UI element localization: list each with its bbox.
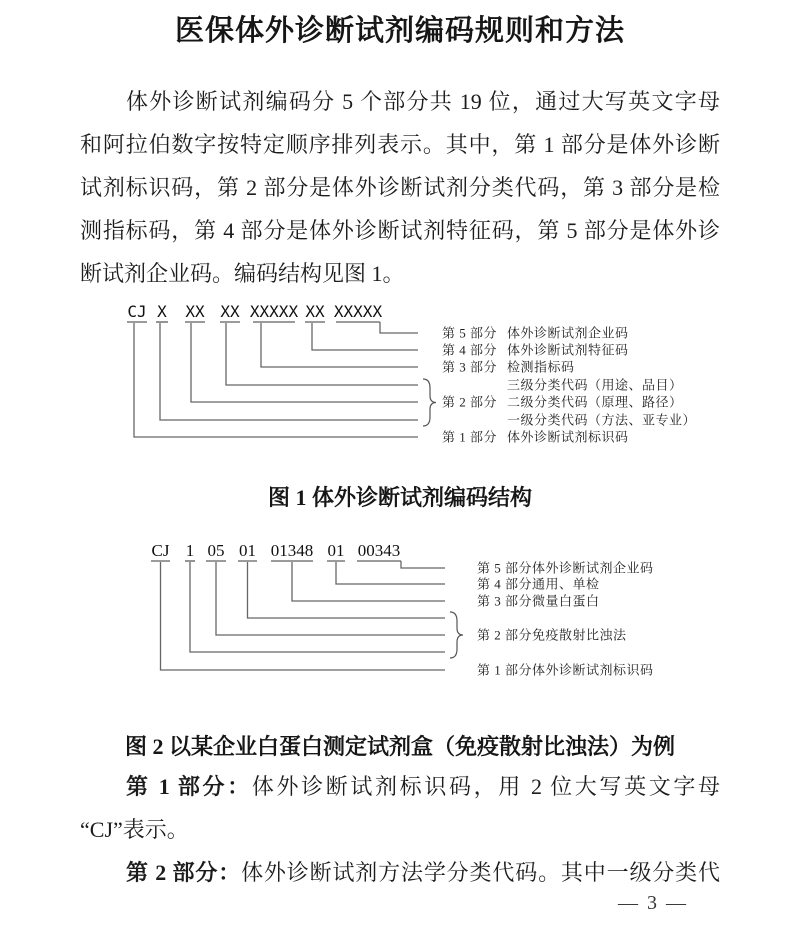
part-label: 第 4 部分 [477,576,533,592]
connector-line [336,562,445,584]
part-label: 第 1 部分 [477,662,533,678]
code-segment-text: CJ [127,302,147,321]
code-segment-text: 05 [207,541,225,560]
code-segment-text: 01348 [270,541,314,560]
code-segment-text: XX [220,302,240,321]
code-segment-text: XXXXX [249,302,299,321]
part-description: 体外诊断试剂企业码 [507,325,629,341]
code-segment-text: 01 [239,541,256,560]
part-label: 第 3 部分 [442,359,498,375]
code-segment-text: X [157,302,167,321]
part2-text: 体外诊断试剂方法学分类代码。其中一级分类代 [241,860,720,885]
code-segment-text: CJ [151,541,170,560]
part-label: 第 5 部分 [442,325,498,341]
connector-line [312,323,418,350]
part-label: 第 1 部分 [442,429,498,445]
connector-line [380,322,418,333]
figure2-caption: 图 2 以某企业白蛋白测定试剂盒（免疫散射比浊法）为例 [124,734,675,759]
part2-paragraph [80,851,720,894]
part2-lead: 第 2 部分： [126,860,242,885]
connector-line [248,562,446,618]
part-description: 三级分类代码（用途、品目） [507,377,683,393]
page-title: 医保体外诊断试剂编码规则和方法 [174,15,625,47]
intro-line: 体外诊断试剂编码分 5 个部分共 19 位，通过大写英文字母 [126,89,720,114]
part-label: 第 2 部分 [442,394,498,410]
connector-line [191,323,418,402]
part-description: 体外诊断试剂特征码 [507,342,629,358]
part1-text: 体外诊断试剂标识码，用 2 位大写英文字母 [251,774,720,799]
part-label: 第 2 部分 [477,627,533,643]
figure1-code-structure-diagram [80,295,760,455]
page-number: — 3 — [618,892,688,914]
part-label: 第 3 部分 [477,593,533,609]
part-description: 体外诊断试剂标识码 [532,662,654,678]
part1-lead: 第 1 部分： [126,774,252,799]
connector-line [161,562,446,670]
part-description: 微量白蛋白 [532,593,600,609]
intro-paragraph [80,80,720,295]
part-description: 检测指标码 [507,359,575,375]
part-label: 第 5 部分 [477,560,533,576]
connector-line [261,323,418,367]
connector-line [190,562,445,652]
part-description: 一级分类代码（方法、亚专业） [507,412,697,428]
part2-line [80,851,720,894]
part-description: 通用、单检 [532,576,600,592]
intro-line: 测指标码，第 4 部分是体外诊断试剂特征码，第 5 部分是体外诊 [80,218,720,243]
code-segment-text: XX [305,302,325,321]
part-description: 免疫散射比浊法 [532,627,627,643]
code-segment-text: 01 [327,541,345,560]
part1-line [80,765,720,808]
part-label: 第 4 部分 [442,342,498,358]
connector-line [160,323,418,420]
part-description: 体外诊断试剂标识码 [507,429,629,445]
code-segment-text: 00343 [357,541,401,560]
code-segment-text: XX [185,302,205,321]
intro-line: 断试剂企业码。编码结构见图 1。 [80,261,405,286]
part1-line2: “CJ”表示。 [80,817,189,842]
grouping-brace [450,612,463,658]
connector-line [401,561,445,568]
connector-line [226,323,418,385]
part1-paragraph [80,765,720,851]
part-description: 二级分类代码（原理、路径） [507,394,683,410]
grouping-brace [423,379,436,426]
connector-line [216,562,445,635]
figure1-caption: 图 1 体外诊断试剂编码结构 [267,485,532,510]
part-description: 体外诊断试剂企业码 [532,560,654,576]
figure2-example-code-diagram [80,535,760,695]
intro-line: 和阿拉伯数字按特定顺序排列表示。其中，第 1 部分是体外诊断 [80,132,720,157]
code-segment-text: XXXXX [333,302,383,321]
code-segment-text: 1 [185,541,195,560]
intro-line: 试剂标识码，第 2 部分是体外诊断试剂分类代码，第 3 部分是检 [80,175,720,200]
